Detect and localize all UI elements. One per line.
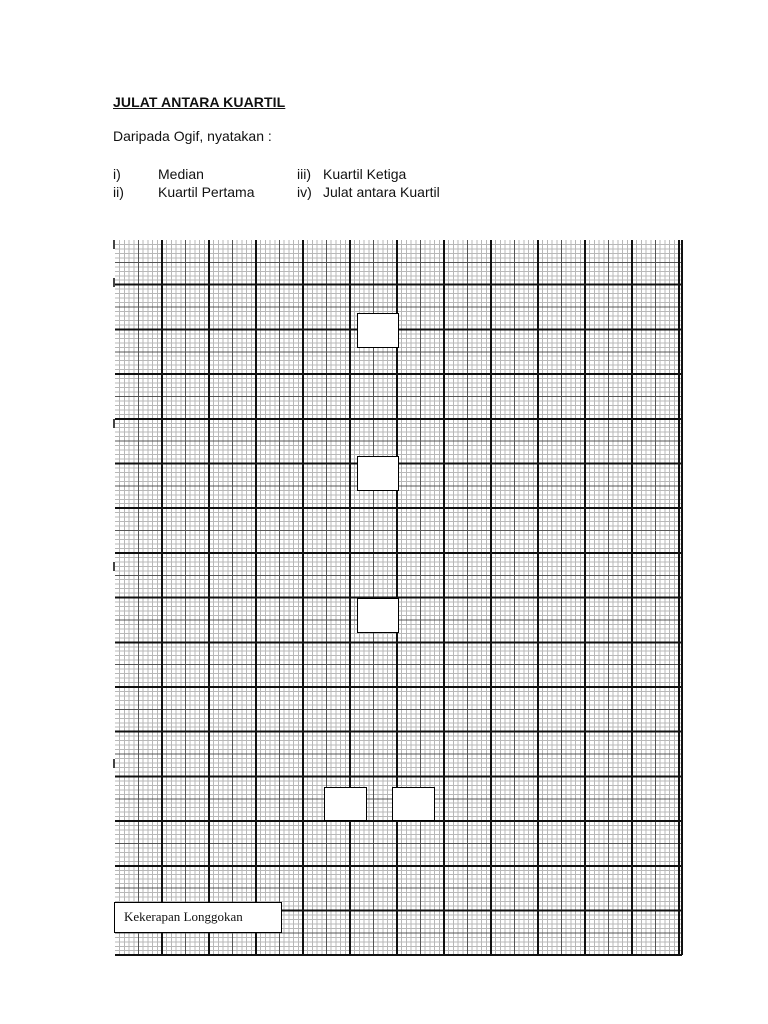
left-edge-mark [113, 759, 115, 768]
question-text: Kuartil Pertama [158, 184, 255, 200]
answer-box-iqr-left[interactable] [324, 787, 367, 821]
answer-box-iqr-right[interactable] [392, 787, 435, 821]
answer-box-first-quartile[interactable] [357, 456, 399, 491]
question-number: i) [113, 166, 121, 182]
answer-box-third-quartile[interactable] [357, 598, 399, 633]
left-edge-mark [113, 240, 115, 249]
answer-box-median[interactable] [357, 313, 399, 348]
left-edge-mark [113, 419, 115, 428]
question-number: iii) [297, 166, 311, 182]
left-edge-mark [113, 278, 115, 287]
question-number: ii) [113, 184, 124, 200]
instruction-text: Daripada Ogif, nyatakan : [113, 128, 272, 144]
question-number: iv) [297, 184, 312, 200]
page-heading: JULAT ANTARA KUARTIL [113, 94, 286, 110]
left-edge-mark [113, 562, 115, 571]
question-text: Kuartil Ketiga [323, 166, 407, 182]
question-text: Median [158, 166, 204, 182]
question-text: Julat antara Kuartil [323, 184, 440, 200]
y-axis-label: Kekerapan Longgokan [114, 902, 282, 933]
